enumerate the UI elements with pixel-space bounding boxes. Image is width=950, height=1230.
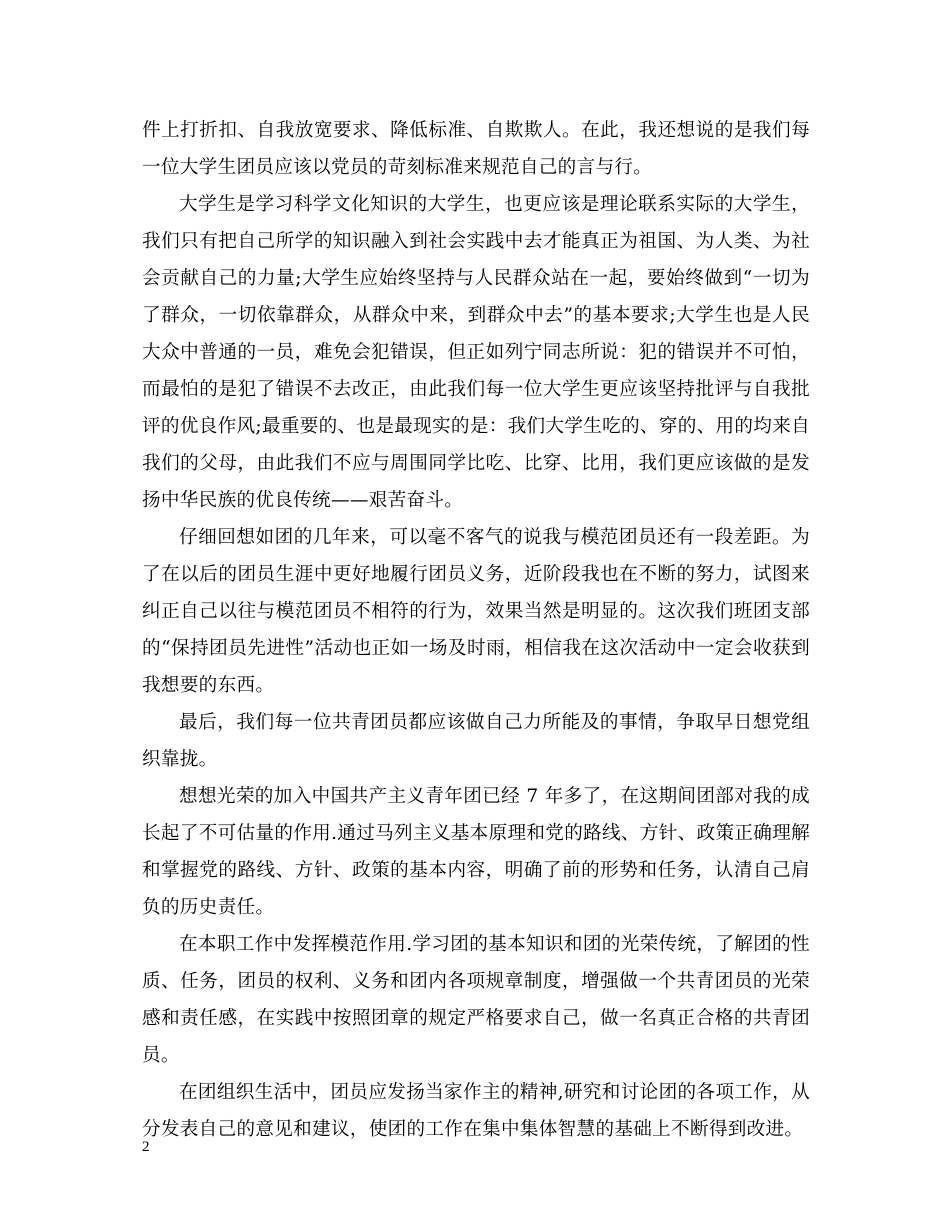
paragraph-6: 在本职工作中发挥模范作用.学习团的基本知识和团的光荣传统，了解团的性质、任务，团员的权利、义务和团内各项规章制度，增强做一个共青团员的光荣感和责任感，在实践中按照团章的规定严格要求自己，做一名真正合格的共青团员。 [142, 934, 810, 1066]
paragraph-1: 件上打折扣、自我放宽要求、降低标准、自欺欺人。在此，我还想说的是我们每一位大学生团员应该以党员的苛刻标准来规范自己的言与行。 [142, 120, 810, 178]
paragraph-5: 想想光荣的加入中国共产主义青年团已经 7 年多了，在这期间团部对我的成长起了不可估量的作用.通过马列主义基本原理和党的路线、方针、政策正确理解和掌握党的路线、方针、政策的基本内容，明确了前的形势和任务，认清自己肩负的历史责任。 [142, 786, 810, 918]
paragraph-2: 大学生是学习科学文化知识的大学生，也更应该是理论联系实际的大学生，我们只有把自己所学的知识融入到社会实践中去才能真正为祖国、为人类、为社会贡献自己的力量;大学生应始终坚持与人民群众站在一起，要始终做到“一切为了群众，一切依靠群众，从群众中来，到群众中去”的基本要求;大学生也是人民大众中普通的一员，难免会犯错误，但正如列宁同志所说：犯的错误并不可怕，而最怕的是犯了错误不去改正，由此我们每一位大学生更应该坚持批评与自我批评的优良作风;最重要的、也是最现实的是：我们大学生吃的、穿的、用的均来自我们的父母，由此我们不应与周围同学比吃、比穿、比用，我们更应该做的是发扬中华民族的优良传统——艰苦奋斗。 [142, 194, 810, 511]
page-number: 2 [142, 1139, 150, 1155]
paragraph-4: 最后，我们每一位共青团员都应该做自己力所能及的事情，争取早日想党组织靠拢。 [142, 712, 810, 770]
paragraph-3: 仔细回想如团的几年来，可以毫不客气的说我与模范团员还有一段差距。为了在以后的团员生涯中更好地履行团员义务，近阶段我也在不断的努力，试图来纠正自己以往与模范团员不相符的行为，效果当然是明显的。这次我们班团支部的“保持团员先进性”活动也正如一场及时雨，相信我在这次活动中一定会收获到我想要的东西。 [142, 527, 810, 696]
document-body [142, 112, 810, 1148]
paragraph-7: 在团组织生活中，团员应发扬当家作主的精神,研究和讨论团的各项工作，从分发表自己的意见和建议，使团的工作在集中集体智慧的基础上不断得到改进。 [142, 1082, 810, 1140]
